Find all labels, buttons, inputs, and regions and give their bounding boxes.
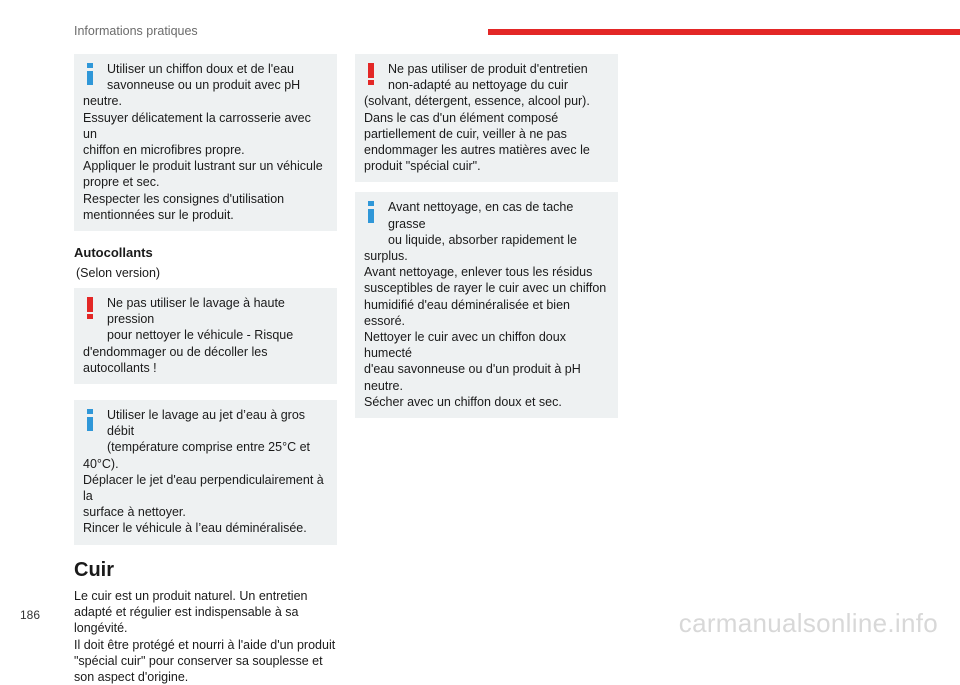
header-accent-bar	[488, 29, 960, 35]
text-line: "spécial cuir" pour conserver sa souplesse et	[74, 653, 323, 668]
text-line: son aspect d'origine.	[74, 670, 189, 685]
text-line: Respecter les consignes d'utilisation	[83, 191, 285, 206]
text-line: Avant nettoyage, enlever tous les résidus	[364, 265, 593, 280]
info-box-first-line: Utiliser un chiffon doux et de l'eau	[107, 62, 294, 76]
cuir-paragraph	[74, 588, 337, 685]
cuir-heading: Cuir	[74, 558, 114, 581]
text-line: mentionnées sur le produit.	[83, 207, 234, 222]
page-number: 186	[20, 608, 41, 622]
text-line: Déplacer le jet d'eau perpendiculairement à la	[83, 472, 324, 504]
text-line: Appliquer le produit lustrant sur un véhicule	[83, 159, 323, 174]
text-line: Sécher avec un chiffon doux et sec.	[364, 394, 562, 409]
warning-box-first-line: Ne pas utiliser le lavage à haute pression	[107, 296, 285, 327]
text-line: (solvant, détergent, essence, alcool pur).	[364, 94, 590, 109]
text-line: surface à nettoyer.	[83, 505, 186, 520]
watermark: carmanualsonline.info	[678, 608, 938, 638]
text-line: Rincer le véhicule à l’eau déminéralisée.	[83, 521, 307, 536]
autocollants-heading: Autocollants	[74, 245, 153, 261]
right-column	[355, 54, 618, 428]
warning-icon	[368, 63, 374, 85]
info-icon	[87, 63, 93, 85]
text-line: longévité.	[74, 621, 128, 636]
info-box-bodywork	[74, 54, 337, 231]
text-line: humidifié d'eau déminéralisée et bien essoré.	[364, 297, 570, 328]
text-line: Il doit être protégé et nourri à l'aide d'un produit	[74, 637, 336, 652]
text-line: adapté et régulier est indispensable à sa	[74, 604, 299, 619]
warning-icon	[87, 297, 93, 319]
version-note: (Selon version)	[76, 266, 161, 281]
text-line: partiellement de cuir, veiller à ne pas	[364, 126, 567, 141]
text-line: endommager les autres matières avec le	[364, 143, 590, 158]
text-line: neutre.	[364, 378, 403, 393]
text-line: Essuyer délicatement la carrosserie avec un	[83, 110, 311, 141]
text-line: Nettoyer le cuir avec un chiffon doux humecté	[364, 330, 566, 361]
text-line: surplus.	[364, 249, 408, 264]
info-box-first-line: Avant nettoyage, en cas de tache grasse	[388, 200, 574, 231]
text-line: pour nettoyer le véhicule - Risque	[107, 328, 294, 343]
text-line: susceptibles de rayer le cuir avec un chiffon	[364, 281, 607, 296]
info-box-washing	[74, 400, 337, 545]
text-line: 40°C).	[83, 456, 119, 471]
info-icon	[87, 409, 93, 431]
left-column	[74, 54, 337, 685]
section-title: Informations pratiques	[74, 24, 198, 38]
text-line: ou liquide, absorber rapidement le	[388, 232, 578, 247]
text-line: savonneuse ou un produit avec pH	[107, 78, 301, 93]
warning-box-first-line: Ne pas utiliser de produit d'entretien	[388, 62, 588, 76]
info-box-leather-cleaning	[355, 192, 618, 418]
text-line: produit "spécial cuir".	[364, 159, 481, 174]
warning-box-pressure	[74, 288, 337, 384]
text-line: neutre.	[83, 94, 122, 109]
text-line: chiffon en microfibres propre.	[83, 143, 245, 158]
text-line: propre et sec.	[83, 175, 160, 190]
info-icon	[368, 201, 374, 223]
text-line: Le cuir est un produit naturel. Un entretien	[74, 588, 308, 603]
text-line: Dans le cas d'un élément composé	[364, 110, 559, 125]
text-line: autocollants !	[83, 360, 157, 375]
info-box-first-line: Utiliser le lavage au jet d’eau à gros débit	[107, 408, 306, 439]
text-line: non-adapté au nettoyage du cuir	[388, 78, 568, 93]
text-line: d'endommager ou de décoller les	[83, 344, 268, 359]
text-line: d'eau savonneuse ou d'un produit à pH	[364, 362, 581, 377]
text-line: (température comprise entre 25°C et	[107, 440, 311, 455]
warning-box-leather	[355, 54, 618, 182]
